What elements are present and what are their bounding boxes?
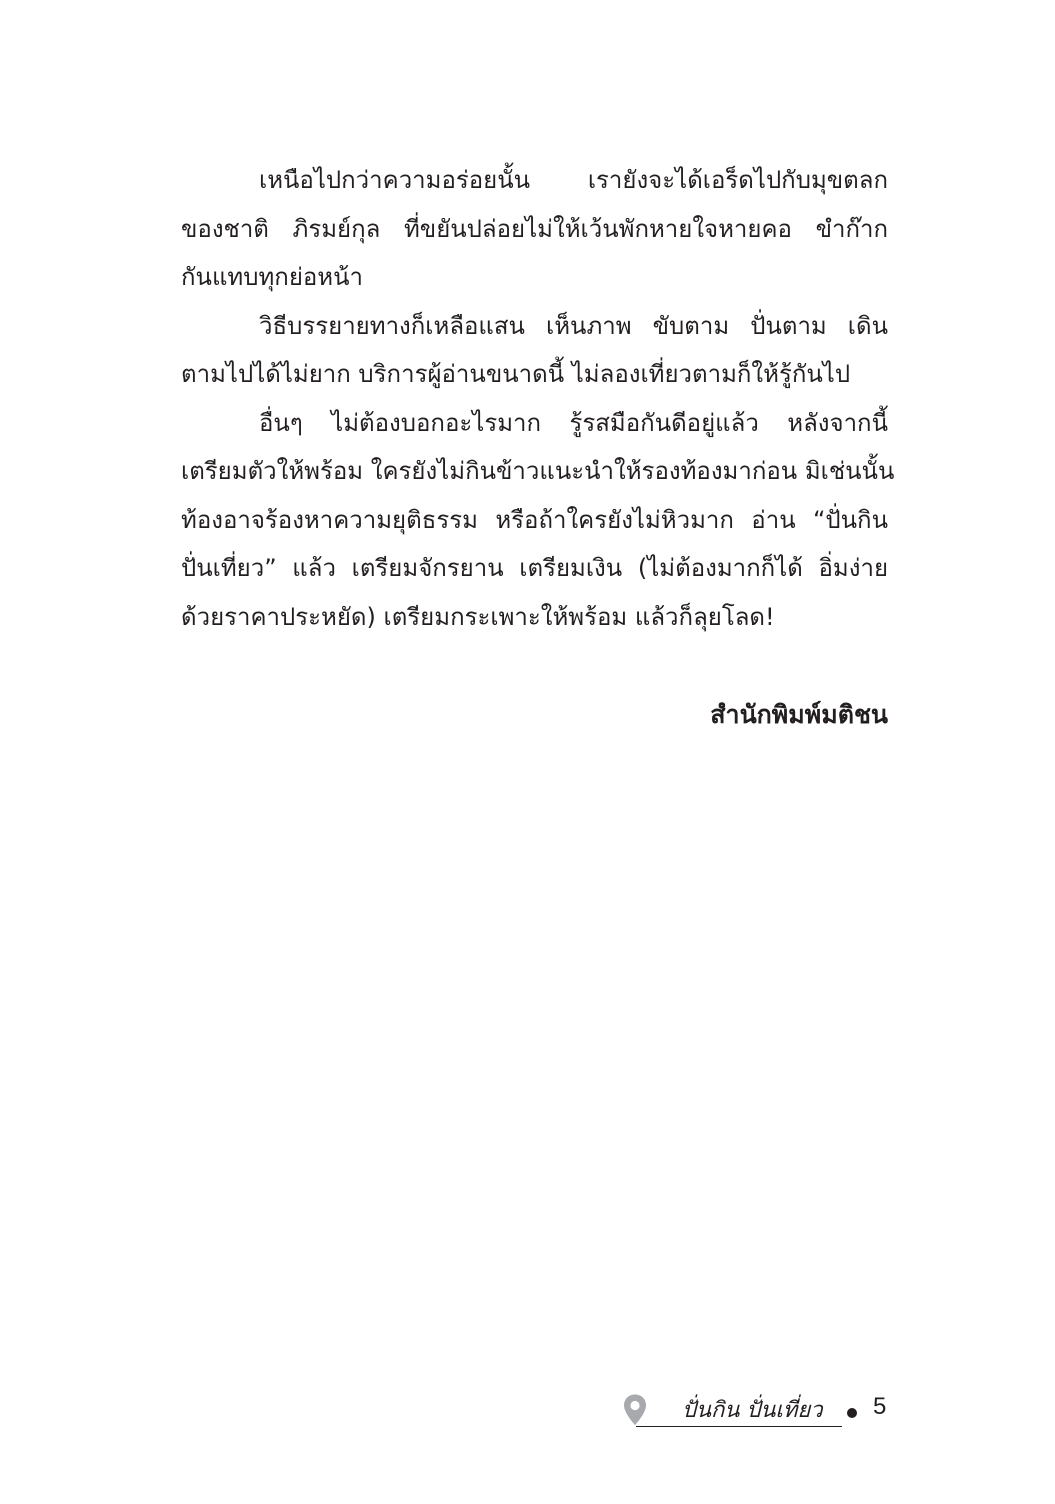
running-book-title: ปั่นกิน ปั่นเที่ยว: [682, 1398, 823, 1423]
paragraph-3-line-1: อื่นๆ ไม่ต้องบอกอะไรมาก รู้รสมือกันดีอยู่แล้ว หลังจากนี้: [259, 408, 888, 437]
bullet-dot-icon: [847, 1408, 857, 1418]
page-footer: [622, 1388, 892, 1432]
page-number: 5: [873, 1393, 887, 1420]
paragraph-1-line-3: กันแทบทุกย่อหน้า: [181, 263, 363, 291]
publisher-signature: สำนักพิมพ์มติชน: [710, 700, 888, 729]
paragraph-3-line-4: ปั่นเที่ยว” แล้ว เตรียมจักรยาน เตรียมเงิน (ไม่ต้องมากก็ได้ อิ่มง่าย: [181, 554, 888, 582]
paragraph-1-line-1: เหนือไปกว่าความอร่อยนั้น เรายังจะได้เอร็ดไปกับมุขตลก: [259, 166, 888, 194]
body-text: [181, 156, 895, 641]
location-pin-icon: [622, 1393, 648, 1427]
paragraph-2-line-2: ตามไปได้ไม่ยาก บริการผู้อ่านขนาดนี้ ไม่ลองเที่ยวตามก็ให้รู้กันไป: [181, 360, 851, 388]
paragraph-1-line-2: ของชาติ ภิรมย์กุล ที่ขยันปล่อยไม่ให้เว้นพักหายใจหายคอ ขำก๊าก: [181, 214, 888, 243]
paragraph-3-line-5: ด้วยราคาประหยัด) เตรียมกระเพาะให้พร้อม แล้วก็ลุยโลด!: [181, 602, 775, 631]
paragraph-2-line-1: วิธีบรรยายทางก็เหลือแสน เห็นภาพ ขับตาม ปั่นตาม เดิน: [259, 311, 888, 340]
paragraph-3-line-3: ท้องอาจร้องหาความยุติธรรม หรือถ้าใครยังไม่หิวมาก อ่าน “ปั่นกิน: [181, 505, 888, 534]
paragraph-3-line-2: เตรียมตัวให้พร้อม ใครยังไม่กินข้าวแนะนำให้รองท้องมาก่อน มิเช่นนั้น: [181, 457, 895, 485]
footer-divider: [636, 1426, 842, 1427]
